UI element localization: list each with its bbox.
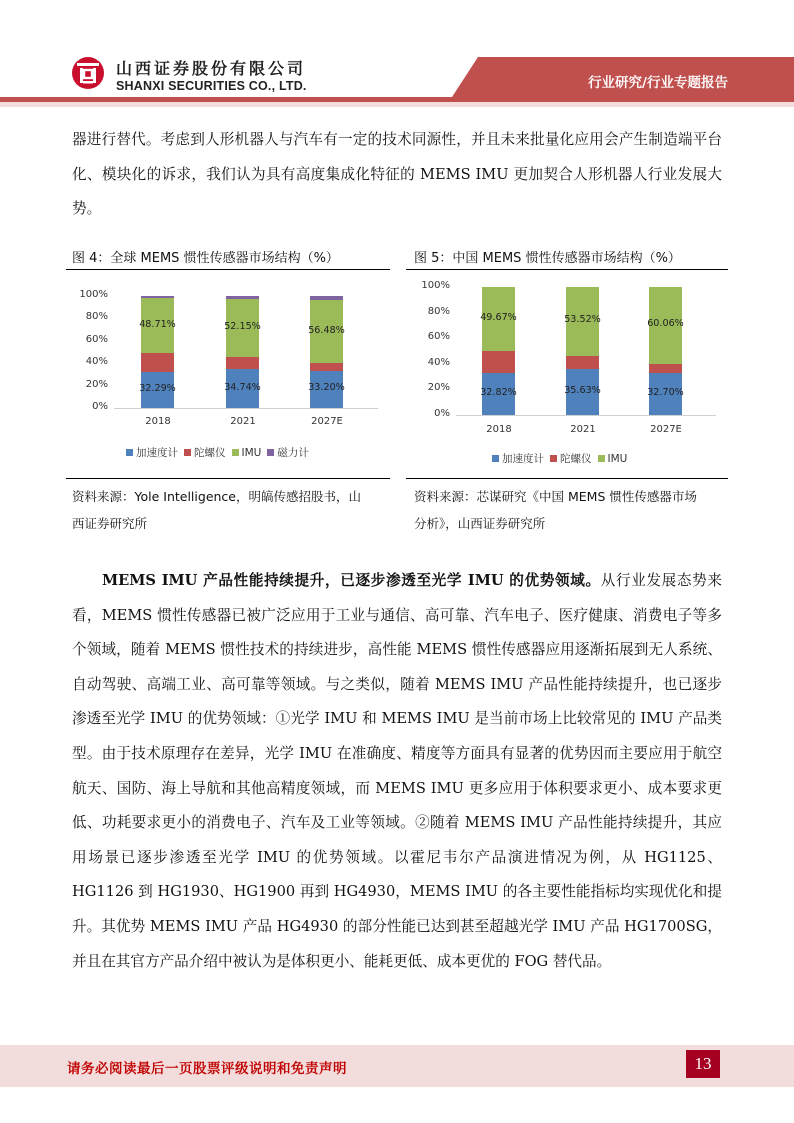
legend-swatch-icon: [598, 455, 605, 462]
legend-label: IMU: [607, 453, 628, 465]
bar-segment: [141, 296, 174, 298]
legend-swatch-icon: [184, 449, 191, 456]
legend-item: [550, 453, 592, 465]
bar-segment: [141, 353, 174, 372]
legend-swatch-icon: [550, 455, 557, 462]
data-label: 33.20%: [308, 382, 345, 394]
legend-swatch-icon: [492, 455, 499, 462]
bar-segment: [226, 296, 259, 299]
y-tick-label: 40%: [427, 356, 450, 368]
bar-segment: [566, 356, 599, 370]
y-tick-label: 0%: [92, 401, 108, 412]
chart-legend: [492, 451, 633, 466]
stacked-bar-2027E: [649, 287, 682, 415]
x-tick-label: 2027E: [311, 416, 343, 427]
bar-segment: [566, 369, 599, 415]
figure-5-source-line1: 资料来源：芯谋研究《中国 MEMS 惯性传感器市场: [414, 489, 697, 504]
figure-4-top-rule: [66, 269, 390, 270]
data-label: 53.52%: [564, 314, 601, 326]
figure-4-source: [72, 483, 361, 537]
bar-segment: [310, 363, 343, 371]
y-tick-label: 0%: [434, 408, 450, 419]
body-paragraph-2: [72, 564, 722, 979]
figure-5-source: [414, 483, 697, 537]
y-tick-label: 100%: [79, 289, 108, 300]
stacked-bar-2021: [566, 287, 599, 415]
company-logo-icon: [71, 56, 105, 90]
legend-label: 磁力计: [277, 447, 309, 459]
body-paragraph-1: 器进行替代。考虑到人形机器人与汽车有一定的技术同源性，并且未来批量化应用会产生制造端平台化、模块化的诉求，我们认为具有高度集成化特征的 MEMS IMU 更加契合人形机器人行业发展大势。: [72, 131, 722, 218]
company-name-en: SHANXI SECURITIES CO., LTD.: [116, 79, 307, 93]
legend-swatch-icon: [267, 449, 274, 456]
data-label: 32.82%: [480, 387, 517, 398]
legend-item: [267, 447, 309, 459]
legend-item: [126, 447, 178, 459]
stacked-bar-2018: [141, 296, 174, 408]
bar-segment: [141, 298, 174, 353]
data-label: 32.29%: [139, 382, 176, 394]
figure-4-source-line2: 西证券研究所: [72, 516, 148, 531]
legend-swatch-icon: [126, 449, 133, 456]
paragraph-2-lead: MEMS IMU 产品性能持续提升，已逐步渗透至光学 IMU 的优势领域。: [102, 572, 601, 589]
x-tick-label: 2027E: [650, 424, 682, 435]
data-label: 32.70%: [647, 387, 684, 399]
bar-segment: [310, 296, 343, 300]
paragraph-2-text: 从行业发展态势来看，MEMS 惯性传感器已被广泛应用于工业与通信、高可靠、汽车电子、医疗健康、消费电子等多个领域，随着 MEMS 惯性技术的持续进步，高性能 MEMS 惯性传感器应用逐渐拓展到无人系统、自动驾驶、高端工业、高可靠等领域。与之类似，随着 MEMS IMU 产品性能持续提升，也已逐步渗透至光学 IMU 的优势领域：①光学 IMU 和 MEMS IMU 是当前市场上比较常见的 IMU 产品类型。由于技术原理存在差异，光学 IMU 在准确度、精度等方面具有显著的优势因而主要应用于航空航天、国防、海上导航和其他高精度领域，而 MEMS IMU 更多应用于体积要求更小、成本要求更低、功耗要求更小的消费电子、汽车及工业等领域。②随着 MEMS IMU 产品性能持续提升，其应用场景已逐步渗透至光学 IMU 的优势领域。以霍尼韦尔产品演进情况为例，从 HG1125、HG1126 到 HG1930、HG1900 再到 HG4930，MEMS IMU 的各主要性能指标均实现优化和提升。其优势 MEMS IMU 产品 HG4930 的部分性能已达到甚至超越光学 IMU 产品 HG1700SG，并且在其官方产品介绍中被认为是体积更小、能耗更低、成本更优的 FOG 替代品。: [72, 572, 722, 970]
bar-segment: [310, 300, 343, 363]
data-label: 34.74%: [224, 381, 261, 393]
data-label: 52.15%: [224, 321, 261, 333]
x-tick-label: 2018: [145, 416, 171, 427]
page-number: 13: [686, 1050, 720, 1078]
x-axis-line: [456, 415, 716, 416]
data-label: 35.63%: [564, 385, 601, 397]
page-header: [0, 0, 794, 112]
stacked-bar-2018: [482, 287, 515, 415]
y-tick-label: 20%: [427, 382, 450, 394]
legend-item: [184, 447, 226, 459]
figure-5-chart: [406, 272, 728, 470]
bar-segment: [141, 372, 174, 408]
data-label: 48.71%: [139, 318, 176, 330]
x-tick-label: 2021: [570, 424, 596, 435]
bar-segment: [482, 351, 515, 373]
figure-4-title: 图 4：全球 MEMS 惯性传感器市场结构（%）: [72, 251, 339, 266]
y-tick-label: 100%: [421, 280, 450, 291]
legend-item: [492, 453, 544, 465]
y-tick-label: 80%: [427, 305, 450, 317]
figure-4-source-line1: 资料来源：Yole Intelligence，明皜传感招股书，山: [72, 489, 361, 504]
x-axis-line: [114, 408, 378, 409]
legend-label: IMU: [241, 447, 262, 459]
figure-5-title: 图 5：中国 MEMS 惯性传感器市场结构（%）: [414, 251, 681, 266]
y-tick-label: 60%: [85, 333, 108, 345]
figure-4-bottom-rule: [66, 478, 390, 479]
legend-swatch-icon: [232, 449, 239, 456]
figure-5-bottom-rule: [406, 478, 728, 479]
data-label: 60.06%: [647, 318, 684, 330]
bar-segment: [226, 369, 259, 408]
bar-segment: [310, 371, 343, 408]
y-tick-label: 40%: [85, 356, 108, 368]
figure-5-source-line2: 分析》，山西证券研究所: [414, 516, 546, 531]
legend-item: [232, 447, 262, 459]
x-tick-label: 2018: [486, 424, 512, 435]
bar-segment: [226, 299, 259, 357]
legend-label: 加速度计: [136, 447, 178, 459]
report-type: 行业研究/行业专题报告: [588, 75, 728, 91]
company-name-cn: 山西证券股份有限公司: [116, 59, 307, 78]
legend-label: 陀螺仪: [560, 453, 592, 465]
bar-segment: [226, 357, 259, 369]
bar-segment: [649, 373, 682, 415]
data-label: 49.67%: [480, 311, 517, 323]
chart-legend: [126, 445, 315, 460]
legend-label: 陀螺仪: [194, 447, 226, 459]
y-tick-label: 20%: [85, 378, 108, 390]
data-label: 56.48%: [308, 324, 345, 336]
y-tick-label: 60%: [427, 331, 450, 343]
bar-segment: [649, 364, 682, 373]
legend-label: 加速度计: [502, 453, 544, 465]
legend-item: [598, 453, 628, 465]
bar-segment: [649, 287, 682, 364]
bar-segment: [482, 287, 515, 351]
bar-segment: [482, 373, 515, 415]
bar-segment: [566, 287, 599, 356]
footer-disclaimer: 请务必阅读最后一页股票评级说明和免责声明: [67, 1061, 347, 1077]
figure-4-chart: [66, 280, 390, 470]
x-tick-label: 2021: [230, 416, 256, 427]
figure-5-top-rule: [406, 269, 728, 270]
stacked-bar-2021: [226, 296, 259, 408]
stacked-bar-2027E: [310, 296, 343, 408]
y-tick-label: 80%: [85, 311, 108, 323]
